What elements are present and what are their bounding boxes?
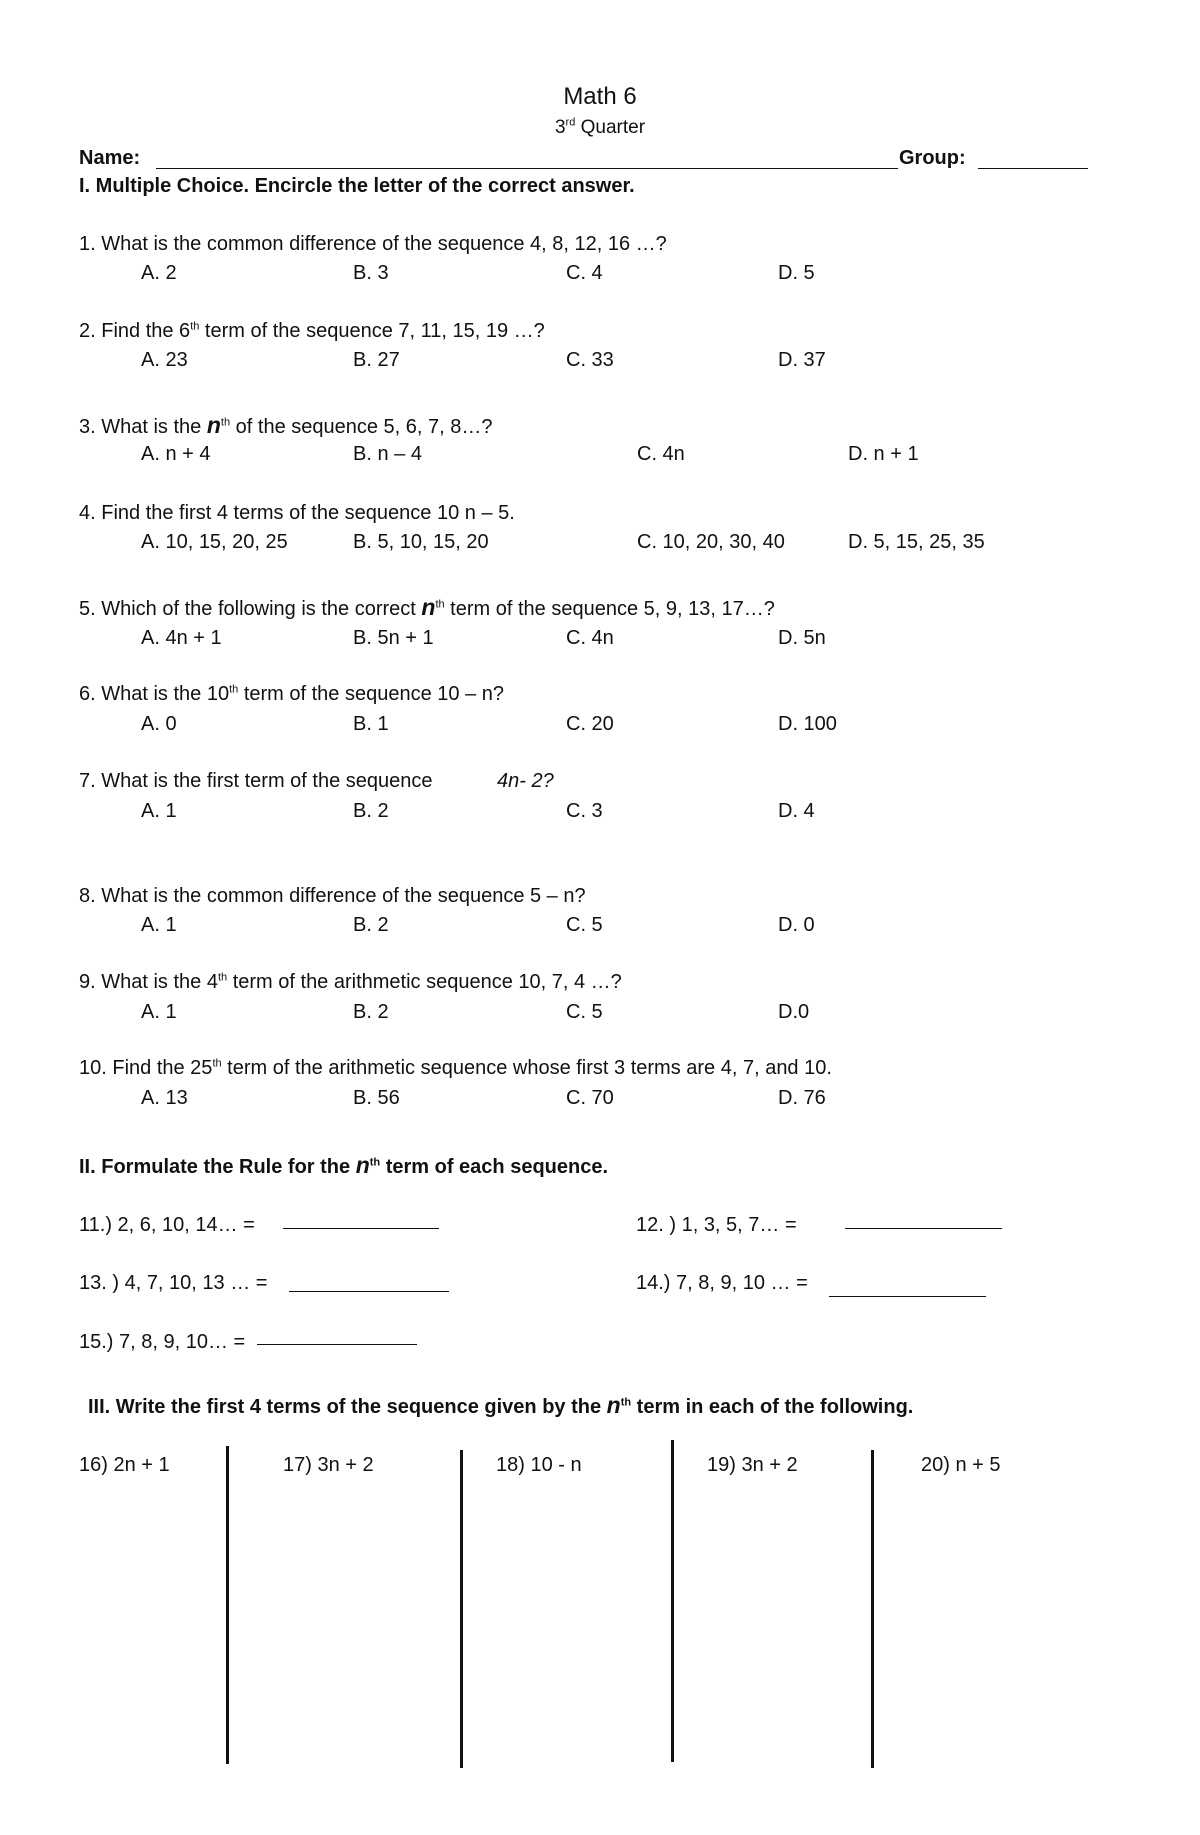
question-9: 9. What is the 4th term of the arithmetic sequence 10, 7, 4 …? bbox=[79, 971, 622, 993]
q9-option-d[interactable]: D.0 bbox=[778, 1001, 810, 1023]
answer-13-field[interactable] bbox=[289, 1291, 449, 1292]
item-17: 17) 3n + 2 bbox=[283, 1454, 374, 1476]
q6-option-a[interactable]: A. 0 bbox=[141, 713, 177, 735]
answer-12-field[interactable] bbox=[845, 1228, 1002, 1229]
q10-option-a[interactable]: A. 13 bbox=[141, 1087, 188, 1109]
question-3: 3. What is the $n^{th}$ of the sequence 5, 6, 7, 8…? bbox=[79, 412, 493, 438]
item-14: 14.) 7, 8, 9, 10 … = bbox=[636, 1272, 808, 1294]
q2-option-c[interactable]: C. 33 bbox=[566, 349, 614, 371]
q2-option-b[interactable]: B. 27 bbox=[353, 349, 400, 371]
name-label: Name: bbox=[79, 147, 141, 169]
q8-option-c[interactable]: C. 5 bbox=[566, 914, 603, 936]
q10-option-c[interactable]: C. 70 bbox=[566, 1087, 614, 1109]
q3-option-a[interactable]: A. n + 4 bbox=[141, 443, 211, 465]
q9-option-c[interactable]: C. 5 bbox=[566, 1001, 603, 1023]
q10-option-b[interactable]: B. 56 bbox=[353, 1087, 400, 1109]
question-7: 7. What is the first term of the sequence bbox=[79, 770, 433, 792]
q4-option-d[interactable]: D. 5, 15, 25, 35 bbox=[848, 531, 985, 553]
q3-option-c[interactable]: C. 4n bbox=[637, 443, 685, 465]
column-divider-2 bbox=[460, 1450, 463, 1768]
q3-option-d[interactable]: D. n + 1 bbox=[848, 443, 919, 465]
question-1: 1. What is the common difference of the sequence 4, 8, 12, 16 …? bbox=[79, 233, 667, 255]
answer-14-field[interactable] bbox=[829, 1296, 986, 1297]
item-18: 18) 10 - n bbox=[496, 1454, 582, 1476]
q6-option-d[interactable]: D. 100 bbox=[778, 713, 837, 735]
q4-option-c[interactable]: C. 10, 20, 30, 40 bbox=[637, 531, 785, 553]
q5-option-b[interactable]: B. 5n + 1 bbox=[353, 627, 434, 649]
q1-option-a[interactable]: A. 2 bbox=[141, 262, 177, 284]
q2-option-a[interactable]: A. 23 bbox=[141, 349, 188, 371]
page-title: Math 6 bbox=[563, 83, 637, 110]
part1-heading: I. Multiple Choice. Encircle the letter of the correct answer. bbox=[79, 175, 635, 197]
q5-option-a[interactable]: A. 4n + 1 bbox=[141, 627, 222, 649]
item-11: 11.) 2, 6, 10, 14… = bbox=[79, 1214, 255, 1236]
item-15: 15.) 7, 8, 9, 10… = bbox=[79, 1331, 246, 1353]
q8-option-b[interactable]: B. 2 bbox=[353, 914, 389, 936]
q9-option-b[interactable]: B. 2 bbox=[353, 1001, 389, 1023]
question-2: 2. Find the 6th term of the sequence 7, 11, 15, 19 …? bbox=[79, 320, 545, 342]
q7-option-a[interactable]: A. 1 bbox=[141, 800, 177, 822]
q6-option-c[interactable]: C. 20 bbox=[566, 713, 614, 735]
name-field[interactable] bbox=[156, 168, 898, 169]
q1-option-b[interactable]: B. 3 bbox=[353, 262, 389, 284]
q9-option-a[interactable]: A. 1 bbox=[141, 1001, 177, 1023]
item-19: 19) 3n + 2 bbox=[707, 1454, 798, 1476]
group-label: Group: bbox=[899, 147, 966, 169]
part3-heading: III. Write the first 4 terms of the sequence given by the $n^{th}$ term in each of the following. bbox=[88, 1392, 914, 1418]
item-12: 12. ) 1, 3, 5, 7… = bbox=[636, 1214, 797, 1236]
column-divider-1 bbox=[226, 1446, 229, 1764]
q1-option-c[interactable]: C. 4 bbox=[566, 262, 603, 284]
q7-option-c[interactable]: C. 3 bbox=[566, 800, 603, 822]
q4-option-a[interactable]: A. 10, 15, 20, 25 bbox=[141, 531, 288, 553]
answer-15-field[interactable] bbox=[257, 1344, 417, 1345]
question-6: 6. What is the 10th term of the sequence 10 – n? bbox=[79, 683, 504, 705]
q2-option-d[interactable]: D. 37 bbox=[778, 349, 826, 371]
item-16: 16) 2n + 1 bbox=[79, 1454, 170, 1476]
q5-option-d[interactable]: D. 5n bbox=[778, 627, 826, 649]
answer-11-field[interactable] bbox=[283, 1228, 439, 1229]
q7-option-d[interactable]: D. 4 bbox=[778, 800, 815, 822]
q3-option-b[interactable]: B. n – 4 bbox=[353, 443, 422, 465]
part2-heading: II. Formulate the Rule for the $n^{th}$ term of each sequence. bbox=[79, 1152, 609, 1178]
q6-option-b[interactable]: B. 1 bbox=[353, 713, 389, 735]
question-4: 4. Find the first 4 terms of the sequence 10 n – 5. bbox=[79, 502, 515, 524]
q8-option-d[interactable]: D. 0 bbox=[778, 914, 815, 936]
question-5: 5. Which of the following is the correct $n^{th}$ term of the sequence 5, 9, 13, 17…? bbox=[79, 594, 775, 620]
q10-option-d[interactable]: D. 76 bbox=[778, 1087, 826, 1109]
q7-option-b[interactable]: B. 2 bbox=[353, 800, 389, 822]
question-10: 10. Find the 25th term of the arithmetic sequence whose first 3 terms are 4, 7, and 10. bbox=[79, 1057, 832, 1079]
column-divider-4 bbox=[871, 1450, 874, 1768]
question-8: 8. What is the common difference of the sequence 5 – n? bbox=[79, 885, 586, 907]
q1-option-d[interactable]: D. 5 bbox=[778, 262, 815, 284]
q4-option-b[interactable]: B. 5, 10, 15, 20 bbox=[353, 531, 489, 553]
q8-option-a[interactable]: A. 1 bbox=[141, 914, 177, 936]
column-divider-3 bbox=[671, 1440, 674, 1762]
question-7-expression: 4n- 2? bbox=[497, 770, 554, 792]
item-20: 20) n + 5 bbox=[921, 1454, 1001, 1476]
group-field[interactable] bbox=[978, 168, 1088, 169]
q5-option-c[interactable]: C. 4n bbox=[566, 627, 614, 649]
quarter-label: 3rd Quarter bbox=[554, 116, 646, 138]
item-13: 13. ) 4, 7, 10, 13 … = bbox=[79, 1272, 268, 1294]
